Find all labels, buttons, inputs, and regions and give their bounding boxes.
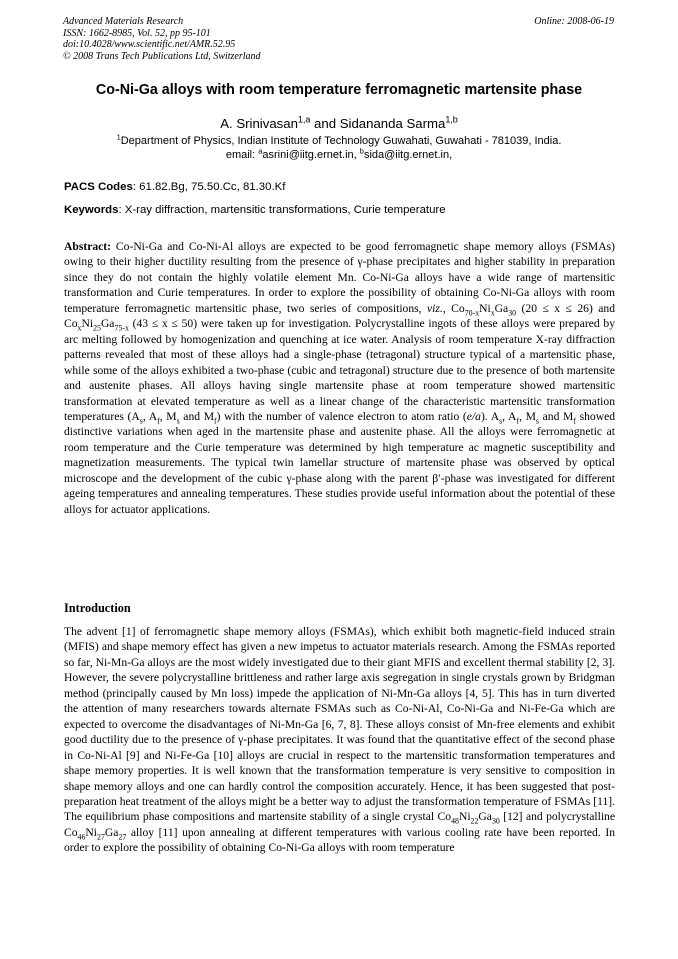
abstract-text: ). A (480, 409, 500, 423)
subscript: 70-x (464, 308, 480, 318)
keywords-value: : X-ray diffraction, martensitic transformations, Curie temperature (118, 204, 446, 216)
abstract-text: and M (539, 409, 574, 423)
body-text: The advent [1] of ferromagnetic shape memory alloys (FSMAs), which exhibit both magnetic-field induced strain (MFIS) and shape memory effect has given a new impetus to actuator materials research. Among the FSMAs reported so far, Ni-Mn-Ga alloys are the most widely investigated due to their giant MFIS and excellent thermal stability [2, 3]. However, the severe polycrystalline brittleness and rather large axis segregation in single crystals grown by Bridgman method (principally caused by Mn loss) impede the application of Ni-Mn-Ga alloys [4, 5]. This has in turn diverted the attention of many researchers towards alternate FSMAs such as Co-Ni-Al, Co-Ni-Ga and Ni-Fe-Ga which are expected to overcome the disadvantages of Ni-Mn-Ga [6, 7, 8]. These alloys consist of Mn-free elements and exhibit good ductility due to the presence of γ-phase precipitates. It was found that the quantitative effect of the second phase in Co-Ni-Al [9] and Ni-Fe-Ga [10] alloys are crucial in respect to the martensitic transformation temperatures and shape memory properties. It is well known that the transformation temperature is very sensitive to composition in shape memory alloys and one can hardly control the composition accurately. Hence, it has been suggested that post-preparation heat treatment of the alloys might be a better way to adjust the transformation temperature of FSMAs [11]. The equilibrium phase compositions and martensite stability of a single crystal Co (64, 625, 615, 824)
online-date: Online: 2008-06-19 (534, 16, 614, 27)
abstract-text: , A (142, 409, 158, 423)
subscript: 48 (451, 816, 459, 826)
subscript: 22 (470, 816, 479, 826)
abstract-paragraph (64, 239, 615, 517)
abstract-text: , M (159, 409, 177, 423)
subscript: s (176, 416, 180, 426)
email-marker: b (359, 146, 364, 156)
pacs-value: : 61.82.Bg, 75.50.Cc, 81.30.Kf (132, 181, 286, 193)
subscript: 25 (93, 323, 101, 333)
subscript: s (535, 416, 539, 426)
abstract-text: , Co (442, 301, 465, 315)
keywords (64, 204, 446, 216)
abstract-text: e/a (466, 409, 481, 423)
author-connector: and (310, 116, 340, 131)
abstract-text: Co-Ni-Ga and Co-Ni-Al alloys are expected to be good ferromagnetic shape memory alloys (FSMAs) owing to their higher ductility resulting from the presence of γ-phase precipitates and higher stability in preparation since they do not contain the highly volatile element Mn. Co-Ni-Ga alloys have a wide range of martensitic transformation and Curie temperatures. In order to explore the possibility of obtaining Co-Ni-Ga alloys with room temperature ferromagnetic martensitic phase, two series of compositions, (64, 240, 615, 315)
subscript: 75-x (114, 323, 129, 333)
abstract-label: Abstract: (64, 240, 112, 253)
author-line (0, 116, 678, 131)
abstract-text: Ni (81, 317, 94, 331)
abstract-text: , A (502, 409, 517, 423)
body-text: [12] and polycrystalline Co (64, 810, 615, 839)
author-name: A. Srinivasan (220, 116, 298, 131)
email-link[interactable]: asrini@iitg.ernet.in, (262, 149, 360, 161)
subscript: x (77, 323, 82, 333)
subscript: 30 (491, 816, 500, 826)
section-heading: Introduction (64, 601, 131, 615)
body-text: Ni (458, 810, 471, 824)
abstract-text: , M (519, 409, 536, 423)
keywords-label: Keywords (64, 204, 119, 216)
body-text: Ga (478, 810, 492, 824)
subscript: x (490, 308, 495, 318)
email-label: email: (225, 149, 259, 161)
pacs-label: PACS Codes (64, 181, 133, 193)
paper-title: Co-Ni-Ga alloys with room temperature ferromagnetic martensite phase (95, 82, 583, 98)
affiliation-text: Department of Physics, Indian Institute of Technology Guwahati, Guwahati - 781039, India. (120, 135, 562, 147)
abstract-text: Ga (100, 317, 115, 331)
abstract-text: ) with the number of valence electron to atom ratio ( (216, 409, 467, 423)
subscript: s (139, 416, 143, 426)
author-name: Sidananda Sarma (339, 116, 446, 131)
abstract-text: viz. (427, 301, 443, 315)
author-affil-marker: 1,b (445, 114, 458, 125)
doi-line: doi:10.4028/www.scientific.net/AMR.52.95 (63, 39, 236, 50)
introduction-paragraph (64, 624, 615, 856)
subscript: f (516, 416, 520, 426)
subscript: 46 (77, 832, 86, 842)
subscript: f (573, 416, 576, 426)
abstract-text: showed distinctive variations when aged in the martensite phase and austenite phase. All the alloys were ferromagnetic at room temperature and the Curie temperature was determined by high temperature ac magnetic susceptibility and magnetization measurements. The typical twin lamellar structure of martensite phase was observed by optical microscope and the development of the cubic γ-phase along with the parent β′-phase was investigated for different ageing temperatures and annealing temperatures. These studies provide useful information about the potential of these alloys for actuator applications. (64, 409, 616, 516)
email-line (0, 148, 678, 162)
subscript: 30 (508, 308, 517, 318)
subscript: 27 (118, 832, 127, 842)
journal-name: Advanced Materials Research (63, 16, 184, 27)
email-link[interactable]: sida@iitg.ernet.in, (363, 149, 453, 161)
issn-line: ISSN: 1662-8985, Vol. 52, pp 95-101 (63, 27, 211, 39)
body-text: Ni (85, 825, 97, 839)
email-marker: a (258, 146, 263, 156)
body-text: Ga (104, 825, 119, 839)
author-affil-marker: 1,a (297, 114, 311, 125)
abstract-text: (20 ≤ x ≤ 26) and Co (64, 301, 615, 331)
affiliation-line (0, 134, 678, 148)
abstract-text: and M (179, 409, 214, 423)
abstract-text: Ga (494, 301, 509, 315)
subscript: f (157, 416, 160, 426)
journal-header (63, 16, 261, 62)
affil-number: 1 (116, 132, 121, 142)
pacs-codes (64, 181, 285, 193)
copyright-line: © 2008 Trans Tech Publications Ltd, Switzerland (63, 50, 261, 62)
subscript: s (499, 416, 503, 426)
subscript: 27 (97, 832, 105, 842)
affiliation-block (0, 134, 678, 162)
abstract-text: Ni (479, 301, 491, 315)
subscript: f (214, 416, 217, 426)
abstract-text: (43 ≤ x ≤ 50) were taken up for investigation. Polycrystalline ingots of these alloys were prepared by arc melting followed by homogenization and quenching at ice water. Analysis of room temperature X-ray diffraction patterns revealed that most of these alloys had a single-phase (tetragonal) structure typical of a martensitic phase, while some of the alloys exhibited a two-phase (cubic and tetragonal) structure due to the presence of both martensite and austenite phases. All alloys having single martensite phase at room temperature showed martensitic transformation at elevated temperature as well as a linear change of the characteristic martensitic transformation temperatures (A (64, 317, 615, 423)
body-text: alloy [11] upon annealing at different temperatures with various cooling rate have been reported. In order to explore the possibility of obtaining Co-Ni-Ga alloys with room temperature (64, 825, 615, 855)
